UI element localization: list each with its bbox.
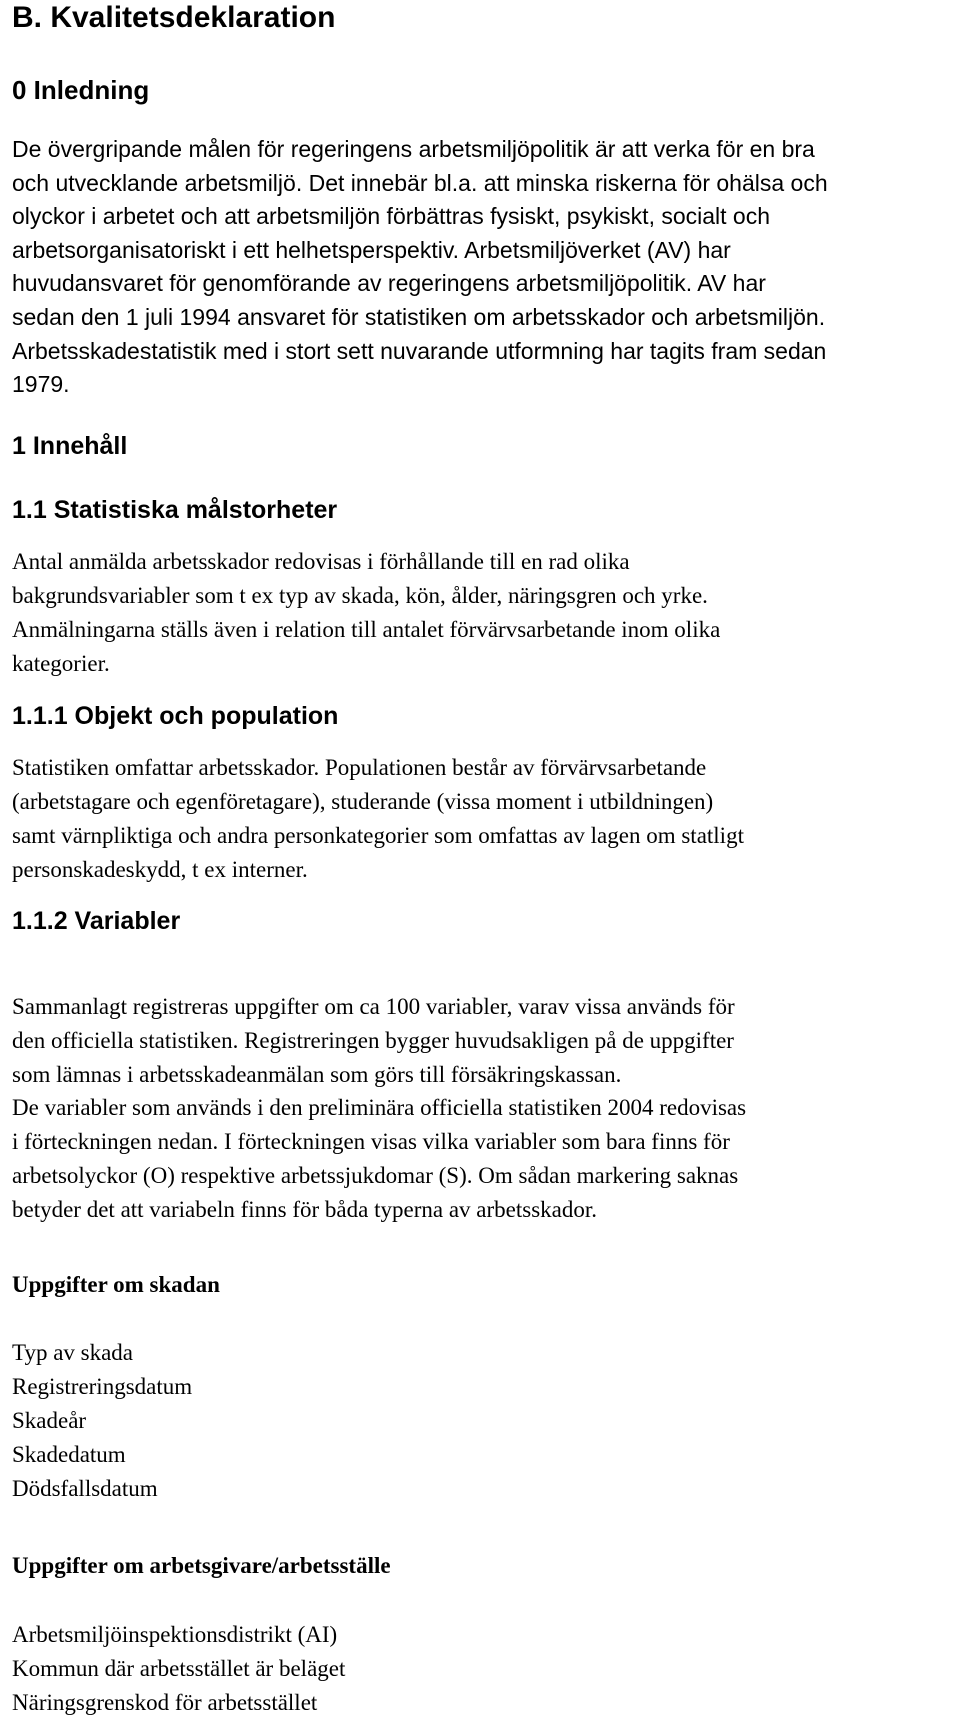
employer-variable-list (12, 1618, 345, 1720)
text-line: Statistiken omfattar arbetsskador. Populationen består av förvärvsarbetande (12, 755, 707, 780)
text-line: betyder det att variabeln finns för båda typerna av arbetsskador. (12, 1196, 597, 1222)
text-line: arbetsolyckor (O) respektive arbetssjukdomar (S). Om sådan markering saknas (12, 1162, 739, 1188)
variables-paragraph (12, 990, 746, 1227)
list-item: Registreringsdatum (12, 1374, 193, 1399)
intro-paragraph (12, 133, 828, 402)
text-line: De övergripande målen för regeringens arbetsmiljöpolitik är att verka för en bra (12, 136, 815, 162)
text-line: kategorier. (12, 651, 110, 676)
text-line: Antal anmälda arbetsskador redovisas i förhållande till en rad olika (12, 549, 630, 574)
text-line: den officiella statistiken. Registreringen bygger huvudsakligen på de uppgifter (12, 1027, 734, 1053)
heading-innehall: 1 Innehåll (12, 432, 128, 460)
text-line: (arbetstagare och egenföretagare), studerande (vissa moment i utbildningen) (12, 789, 714, 814)
population-paragraph (12, 751, 744, 887)
list-item: Typ av skada (12, 1340, 134, 1365)
list-item: Skadeår (12, 1408, 87, 1433)
heading-variabler: 1.1.2 Variabler (12, 907, 181, 935)
list-item: Näringsgrenskod för arbetsstället (12, 1690, 318, 1715)
heading-uppgifter-om-skadan: Uppgifter om skadan (12, 1272, 220, 1297)
heading-uppgifter-om-arbetsgivare: Uppgifter om arbetsgivare/arbetsställe (12, 1553, 391, 1578)
heading-objekt-och-population: 1.1.1 Objekt och population (12, 702, 339, 730)
text-line: arbetsorganisatoriskt i ett helhetsperspektiv. Arbetsmiljöverket (AV) har (12, 236, 731, 263)
text-line: personskadeskydd, t ex interner. (12, 857, 308, 882)
targets-paragraph (12, 545, 720, 681)
text-line: Arbetsskadestatistik med i stort sett nuvarande utformning har tagits fram sedan (12, 337, 827, 364)
text-line: i förteckningen nedan. I förteckningen visas vilka variabler som bara finns för (12, 1129, 730, 1155)
text-line: och utvecklande arbetsmiljö. Det innebär bl.a. att minska riskerna för ohälsa och (12, 169, 828, 196)
text-line: 1979. (12, 371, 70, 398)
text-line: De variabler som används i den preliminära officiella statistiken 2004 redovisas (12, 1095, 747, 1121)
list-item: Kommun där arbetsstället är beläget (12, 1656, 346, 1681)
text-line: olyckor i arbetet och att arbetsmiljön förbättras fysiskt, psykiskt, socialt och (12, 203, 771, 230)
injury-variable-list (12, 1336, 192, 1506)
list-item: Dödsfallsdatum (12, 1476, 158, 1501)
text-line: sedan den 1 juli 1994 ansvaret för statistiken om arbetsskador och arbetsmiljön. (12, 303, 826, 330)
text-line: Sammanlagt registreras uppgifter om ca 100 variabler, varav vissa används för (12, 994, 735, 1019)
list-item: Skadedatum (12, 1442, 126, 1467)
text-line: bakgrundsvariabler som t ex typ av skada, kön, ålder, näringsgren och yrke. (12, 583, 708, 608)
list-item: Arbetsmiljöinspektionsdistrikt (AI) (12, 1622, 338, 1647)
text-line: samt värnpliktiga och andra personkategorier som omfattas av lagen om statligt (12, 823, 744, 848)
heading-statistiska-malstorheter: 1.1 Statistiska målstorheter (12, 496, 338, 524)
document-title: B. Kvalitetsdeklaration (12, 1, 336, 34)
text-line: Anmälningarna ställs även i relation till antalet förvärvsarbetande inom olika (12, 617, 721, 642)
text-line: som lämnas i arbetsskadeanmälan som görs till försäkringskassan. (12, 1061, 622, 1087)
heading-inledning: 0 Inledning (12, 75, 150, 105)
text-line: huvudansvaret för genomförande av regeringens arbetsmiljöpolitik. AV har (12, 270, 766, 297)
